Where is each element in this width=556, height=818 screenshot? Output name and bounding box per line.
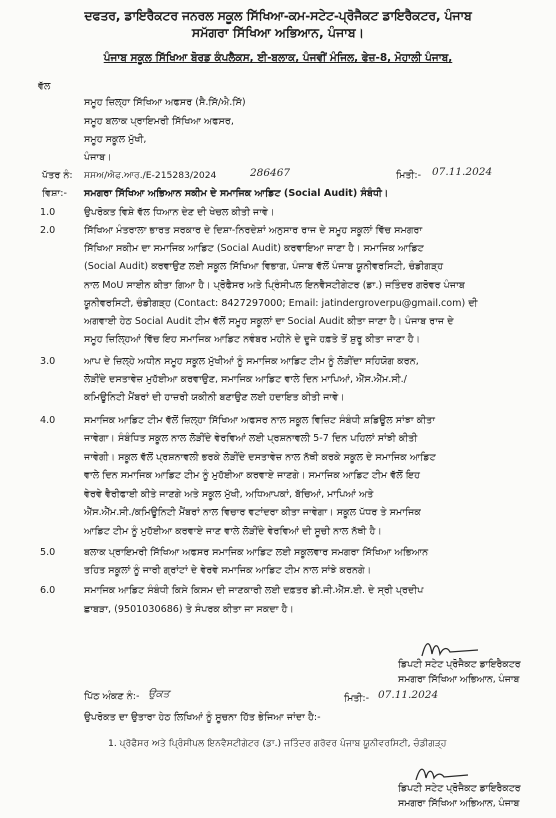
subject-label: ਵਿਸ਼ਾ:- [42, 188, 67, 199]
signature-block-2 [398, 781, 521, 811]
paragraph-number: 1.0 [40, 207, 56, 218]
paragraph-line: ਆਡਿਟ ਟੀਮ ਨੂੰ ਮੁਹੱਈਆ ਕਰਵਾਏ ਜਾਣ ਵਾਲੇ ਲੋੜੀਂਦੇ ਵੇਰਵਿਆਂ ਦੀ ਸੂਚੀ ਨਾਲ ਨੱਥੀ ਹੈ। [84, 526, 382, 537]
paragraph-line: ਲੋੜੀਂਦੇ ਦਸਤਾਵੇਜ਼ ਮੁਹੱਈਆ ਕਰਵਾਉਣ, ਸਮਾਜਿਕ ਆਡਿਟ ਵਾਲੇ ਦਿਨ ਮਾਪਿਆਂ, ਐੱਸ.ਐੱਮ.ਸੀ./ [84, 374, 407, 385]
paragraph-line: ਵੇਰਵੇ ਵੈਰੀਫਾਈ ਕੀਤੇ ਜਾਣਗੇ ਅਤੇ ਸਕੂਲ ਮੁੱਖੀ, ਅਧਿਆਪਕਾਂ, ਬੱਚਿਆਂ, ਮਾਪਿਆਂ ਅਤੇ [84, 489, 374, 500]
paragraph-line: ਬਲਾਕ ਪ੍ਰਾਇਮਰੀ ਸਿੱਖਿਆ ਅਫਸਰ ਸਮਾਜਿਕ ਆਡਿਟ ਲਈ ਸਕੂਲਵਾਰ ਸਮਗਰਾ ਸਿੱਖਿਆ ਅਭਿਆਨ [84, 547, 429, 558]
office-title: ਦਫਤਰ, ਡਾਇਰੈਕਟਰ ਜਨਰਲ ਸਕੂਲ ਸਿੱਖਿਆ-ਕਮ-ਸਟੇਟ-ਪ੍ਰੋਜੈਕਟ ਡਾਇਰੈਕਟਰ, ਪੰਜਾਬ [84, 8, 472, 23]
paragraph-line: ਸਮਾਜਿਕ ਆਡਿਟ ਟੀਮ ਵੱਲੋਂ ਜ਼ਿਲ੍ਹਾ ਸਿੱਖਿਆ ਅਫਸਰ ਨਾਲ ਸਕੂਲ ਵਿਜ਼ਿਟ ਸੰਬੰਧੀ ਸ਼ਡਿਊਲ ਸਾਂਝਾ ਕੀਤਾ [84, 415, 436, 426]
office-subtitle: ਸਮੱਗਰਾ ਸਿੱਖਿਆ ਅਭਿਆਨ, ਪੰਜਾਬ। [191, 25, 365, 40]
paragraph-line: ਸਿੱਖਿਆ ਸਕੀਮ ਦਾ ਸਮਾਜਿਕ ਆਡਿਟ (Social Audit) ਕਰਵਾਇਆ ਜਾਣਾ ਹੈ। ਸਮਾਜਿਕ ਆਡਿਟ [84, 243, 424, 254]
paragraph-line: ਐੱਸ.ਐੱਮ.ਸੀ./ਕਮਿਊਨਿਟੀ ਮੈਂਬਰਾਂ ਨਾਲ ਵਿਚਾਰ ਵਟਾਂਦਰਾ ਕੀਤਾ ਜਾਵੇਗਾ। ਸਕੂਲ ਪੱਧਰ ਤੇ ਸਮਾਜਿਕ [84, 507, 421, 518]
paragraph-number: 2.0 [40, 225, 56, 236]
endorsement-intro: ਉਪਰੋਕਤ ਦਾ ਉਤਾਰਾ ਹੇਠ ਲਿਖਿਆਂ ਨੂੰ ਸੂਚਨਾ ਹਿੱਤ ਭੇਜਿਆ ਜਾਂਦਾ ਹੈ:- [84, 712, 321, 723]
recipient-line: ਸਮੂਹ ਬਲਾਕ ਪ੍ਰਾਇਮਰੀ ਸਿੱਖਿਆ ਅਫਸਰ, [84, 116, 234, 127]
paragraph-number: 4.0 [40, 415, 56, 426]
paragraph-line: ਛਾਬੜਾ, (9501030686) ਤੇ ਸੰਪਰਕ ਕੀਤਾ ਜਾ ਸਕਦਾ ਹੈ। [84, 604, 294, 615]
paragraph-line: ਉਪਰੋਕਤ ਵਿਸ਼ੇ ਵੱਲ ਧਿਆਨ ਦੇਣ ਦੀ ਖੇਚਲ ਕੀਤੀ ਜਾਵੇ। [84, 207, 275, 218]
paragraph-line: ਜਾਵੇਗਾ। ਸੰਬੰਧਿਤ ਸਕੂਲ ਨਾਲ ਲੋੜੀਂਦੇ ਵੇਰਵਿਆਂ ਲਈ ਪ੍ਰਸ਼ਨਾਵਲੀ 5-7 ਦਿਨ ਪਹਿਲਾਂ ਸਾਂਝੀ ਕੀਤੀ [84, 433, 418, 444]
paragraph-line: ਜਾਵੇਗੀ। ਸਕੂਲ ਵੱਲੋਂ ਪ੍ਰਸ਼ਨਾਵਲੀ ਭਰਕੇ ਲੋੜੀਂਦੇ ਦਸਤਾਵੇਜ਼ ਨਾਲ ਨੱਥੀ ਕਰਕੇ ਸਕੂਲ ਦੇ ਸਮਾਜਿਕ ਆਡਿਟ [84, 452, 436, 463]
paragraph-line: ਨਾਲ MoU ਸਾਈਨ ਕੀਤਾ ਗਿਆ ਹੈ। ਪ੍ਰੋਫੈਸਰ ਅਤੇ ਪ੍ਰਿੰਸੀਪਲ ਇਨਵੈਸਟੀਗੇਟਰ (ਡਾ.) ਜਤਿੰਦਰ ਗਰੋਵਰ ਪੰਜਾਬ [84, 280, 465, 291]
signature-office: ਸਮਗਰਾ ਸਿੱਖਿਆ ਅਭਿਆਨ, ਪੰਜਾਬ [398, 674, 520, 685]
subject-text: ਸਮਗਰਾ ਸਿੱਖਿਆ ਅਭਿਆਨ ਸਕੀਮ ਦੇ ਸਮਾਜਿਕ ਆਡਿਟ (Social Audit) ਸੰਬੰਧੀ। [84, 188, 389, 199]
recipient-line: ਸਮੂਹ ਸਕੂਲ ਮੁੱਖੀ, [84, 134, 147, 145]
endorsement-handwritten-no: ਉਕਤ [148, 688, 170, 700]
paragraph-line: ਆਪ ਦੇ ਜ਼ਿਲ੍ਹੇ ਅਧੀਨ ਸਮੂਹ ਸਕੂਲ ਮੁੱਖੀਆਂ ਨੂੰ ਸਮਾਜਿਕ ਆਡਿਟ ਟੀਮ ਨੂੰ ਲੋੜੀਂਦਾ ਸਹਿਯੋਗ ਕਰਨ, [84, 356, 419, 367]
letter-no-value: ਸਸਅ/ਐਫ.ਆਰ./E-215283/2024 [84, 170, 217, 181]
paragraph-line: ਸਮੂਹ ਜ਼ਿਲ੍ਹਿਆਂ ਵਿੱਚ ਇਹ ਸਮਾਜਿਕ ਆਡਿਟ ਨਵੰਬਰ ਮਹੀਨੇ ਦੇ ਦੂਜੇ ਹਫ਼ਤੇ ਤੋਂ ਸ਼ੁਰੂ ਕੀਤਾ ਜਾਣਾ ਹੈ। [84, 334, 421, 345]
paragraph-number: 3.0 [40, 356, 56, 367]
recipient-line: ਸਮੂਹ ਜ਼ਿਲ੍ਹਾ ਸਿੱਖਿਆ ਅਫਸਰ (ਸੈ.ਸਿੱ/ਐ.ਸਿੱ) [84, 97, 246, 108]
paragraph-line: ਅਗਵਾਈ ਹੇਠ Social Audit ਟੀਮ ਵੱਲੋਂ ਸਮੂਹ ਸਕੂਲਾਂ ਦਾ Social Audit ਕੀਤਾ ਜਾਣਾ ਹੈ। ਪੰਜਾਬ ਰਾਜ ਦੇ [84, 316, 454, 327]
signature-block-1 [398, 657, 521, 687]
paragraph-number: 5.0 [40, 547, 56, 558]
endorsement-date-label: ਮਿਤੀ:- [344, 693, 370, 704]
endorsement-date-value: 07.11.2024 [378, 689, 439, 701]
signature-office: ਸਮਗਰਾ ਸਿੱਖਿਆ ਅਭਿਆਨ, ਪੰਜਾਬ [398, 798, 520, 809]
to-label: ਵੱਲ [38, 81, 51, 92]
letter-date-value: 07.11.2024 [432, 166, 493, 178]
signature-designation: ਡਿਪਟੀ ਸਟੇਟ ਪ੍ਰੋਜੈਕਟ ਡਾਇਰੈਕਟਰ [398, 659, 521, 670]
endorsement-label: ਪਿੱਠ ਅੰਕਣ ਨੰ:- [84, 691, 140, 702]
letter-date-label: ਮਿਤੀ:- [396, 170, 422, 181]
signature-designation: ਡਿਪਟੀ ਸਟੇਟ ਪ੍ਰੋਜੈਕਟ ਡਾਇਰੈਕਟਰ [398, 783, 521, 794]
paragraph-line: ਵਾਲੇ ਦਿਨ ਸਮਾਜਿਕ ਆਡਿਟ ਟੀਮ ਨੂੰ ਮੁਹੱਈਆ ਕਰਵਾਏ ਜਾਣਗੇ। ਸਮਾਜਿਕ ਆਡਿਟ ਟੀਮ ਵੱਲੋਂ ਇਹ [84, 470, 421, 481]
paragraph-line: ਸਮਾਜਿਕ ਆਡਿਟ ਸੰਬੰਧੀ ਕਿਸੇ ਕਿਸਮ ਦੀ ਜਾਣਕਾਰੀ ਲਈ ਦਫ਼ਤਰ ਡੀ.ਜੀ.ਐੱਸ.ਈ. ਦੇ ਸ੍ਰੀ ਪ੍ਰਦੀਪ [84, 585, 424, 596]
office-address: ਪੰਜਾਬ ਸਕੂਲ ਸਿੱਖਿਆ ਬੋਰਡ ਕੰਪਲੈਕਸ, ਈ-ਬਲਾਕ, ਪੰਜਵੀਂ ਮੰਜਿਲ, ਫੇਜ਼-8, ਮੋਹਾਲੀ ਪੰਜਾਬ, [103, 52, 453, 64]
endorsement-item: 1. ਪ੍ਰੋਫੈਸਰ ਅਤੇ ਪ੍ਰਿੰਸੀਪਲ ਇਨਵੈਸਟੀਗੇਟਰ (ਡਾ.) ਜਤਿੰਦਰ ਗਰੋਵਰ ਪੰਜਾਬ ਯੂਨੀਵਰਸਿਟੀ, ਚੰਡੀਗੜ੍ਹ [108, 738, 447, 749]
paragraph-line: ਕਮਿਊਨਿਟੀ ਮੈਂਬਰਾਂ ਦੀ ਹਾਜ਼ਰੀ ਯਕੀਨੀ ਬਣਾਉਣ ਲਈ ਹਦਾਇਤ ਕੀਤੀ ਜਾਵੇ। [84, 392, 345, 403]
recipient-line: ਪੰਜਾਬ। [84, 152, 112, 163]
paragraph-line: ਯੂਨੀਵਰਸਿਟੀ, ਚੰਡੀਗੜ੍ਹ (Contact: 8427297000; Email: jatindergroverpu@gmail.com) ਦੀ [84, 298, 478, 309]
paragraph-line: ਸਿੱਖਿਆ ਮੰਤਰਾਲਾ ਭਾਰਤ ਸਰਕਾਰ ਦੇ ਦਿਸ਼ਾ-ਨਿਰਦੇਸ਼ਾਂ ਅਨੁਸਾਰ ਰਾਜ ਦੇ ਸਮੂਹ ਸਕੂਲਾਂ ਵਿੱਚ ਸਮਗਰਾ [84, 225, 423, 236]
letter-no-handwritten: 286467 [250, 167, 291, 179]
paragraph-line: ਤਹਿਤ ਸਕੂਲਾਂ ਨੂੰ ਜਾਰੀ ਗ੍ਰਾਂਟਾਂ ਦੇ ਵੇਰਵੇ ਸਮਾਜਿਕ ਆਡਿਟ ਟੀਮ ਨਾਲ ਸਾਂਝੇ ਕਰਨਗੇ। [84, 565, 372, 576]
paragraph-number: 6.0 [40, 585, 56, 596]
paragraph-line: (Social Audit) ਕਰਵਾਉਣ ਲਈ ਸਕੂਲ ਸਿੱਖਿਆ ਵਿਭਾਗ, ਪੰਜਾਬ ਵੱਲੋਂ ਪੰਜਾਬ ਯੂਨੀਵਰਸਿਟੀ, ਚੰਡੀਗੜ੍ਹ [84, 261, 444, 272]
letter-no-label: ਪੱਤਰ ਨੰ: [42, 170, 73, 181]
